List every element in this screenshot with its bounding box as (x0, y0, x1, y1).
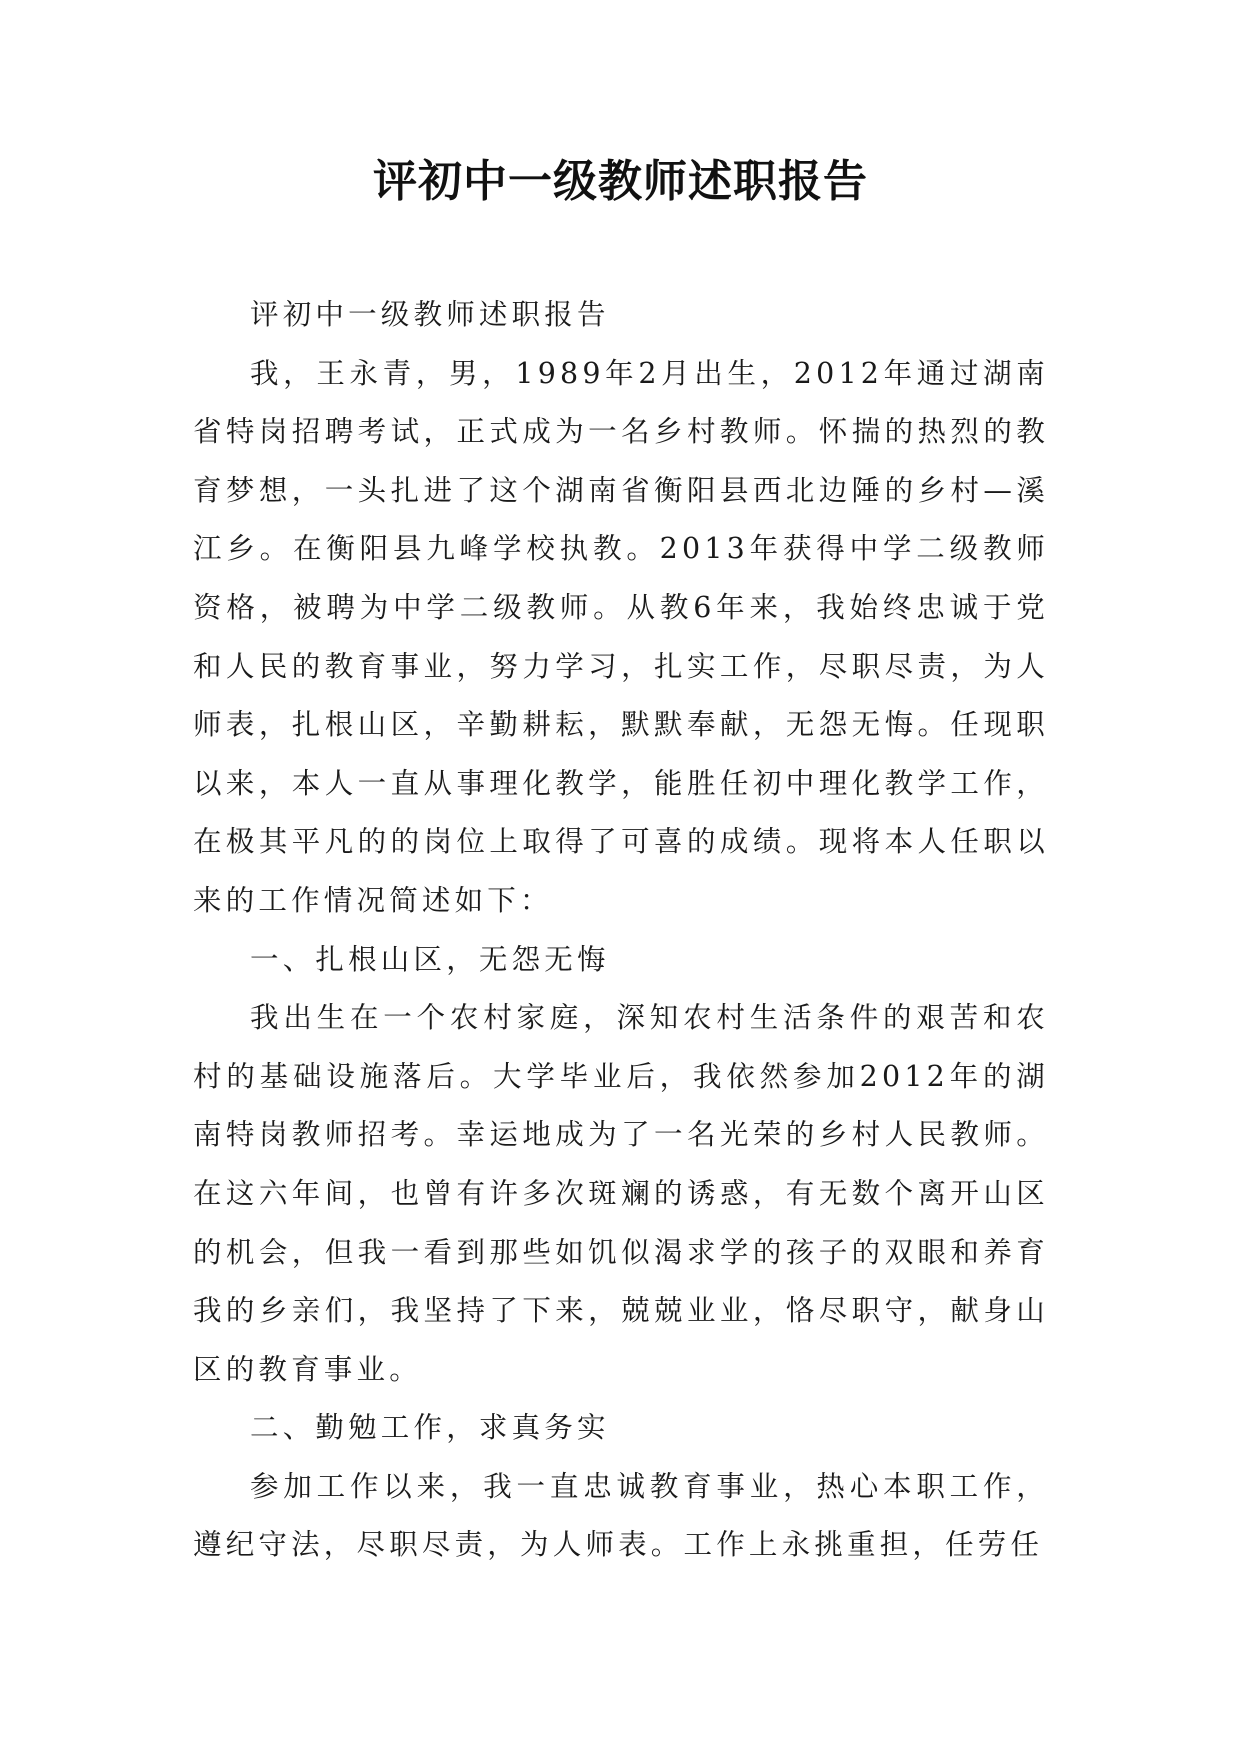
body-paragraph-section-2: 参加工作以来，我一直忠诚教育事业，热心本职工作，遵纪守法，尽职尽责，为人师表。工作上永挑重担，任劳任 (193, 1469, 1049, 1562)
document-title: 评初中一级教师述职报告 (373, 156, 868, 207)
body-paragraph-intro: 我，王永青，男，1989年2月出生，2012年通过湖南省特岗招聘考试，正式成为一名乡村教师。怀揣的热烈的教育梦想，一头扎进了这个湖南省衡阳县西北边陲的乡村—溪江乡。在衡阳县九峰学校执教。2013年获得中学二级教师资格，被聘为中学二级教师。从教6年来，我始终忠诚于党和人民的教育事业，努力学习，扎实工作，尽职尽责，为人师表，扎根山区，辛勤耕耘，默默奉献，无怨无悔。任现职以来，本人一直从事理化教学，能胜任初中理化教学工作，在极其平凡的的岗位上取得了可喜的成绩。现将本人任职以来的工作情况简述如下： (193, 356, 1049, 917)
body-paragraph-heading: 评初中一级教师述职报告 (250, 298, 610, 331)
body-paragraph-section-1: 我出生在一个农村家庭，深知农村生活条件的艰苦和农村的基础设施落后。大学毕业后，我依然参加2012年的湖南特岗教师招考。幸运地成为了一名光荣的乡村人民教师。在这六年间，也曾有许多次斑斓的诱惑，有无数个离开山区的机会，但我一看到那些如饥似渴求学的孩子的双眼和养育我的乡亲们，我坚持了下来，兢兢业业，恪尽职守，献身山区的教育事业。 (193, 1001, 1049, 1386)
section-heading-2: 二、勤勉工作，求真务实 (250, 1411, 610, 1445)
document-body (193, 286, 1049, 1575)
section-heading-1: 一、扎根山区，无怨无悔 (250, 942, 610, 976)
